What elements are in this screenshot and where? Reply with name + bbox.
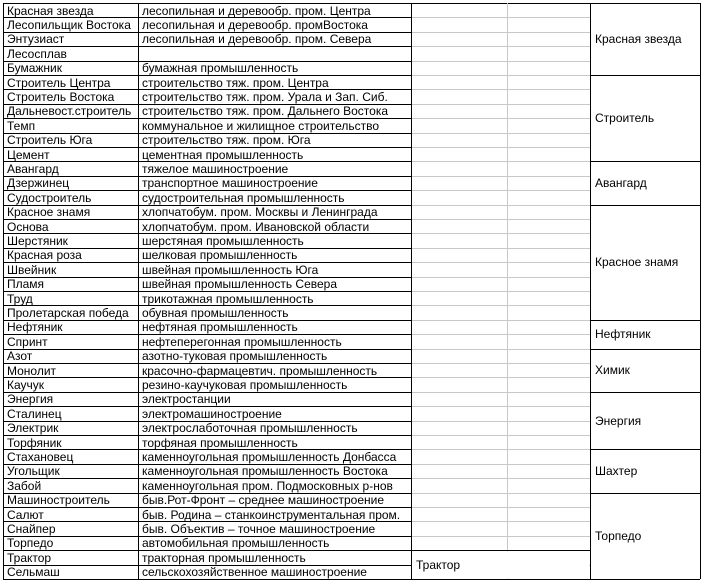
industry-name: хлопчатобум. пром. Ивановской области — [142, 219, 370, 234]
industry-name: электростанции — [142, 392, 231, 407]
society-name: Энтузиаст — [7, 32, 65, 47]
industry-name: каменноугольная промышленность Востока — [142, 464, 388, 479]
industry-name: быв. Родина – станкоинструментальная пром. — [142, 507, 401, 522]
industry-name: шерстяная промышленность — [142, 233, 304, 248]
society-name: Сельмаш — [7, 565, 60, 580]
group-label: Красная звезда — [595, 32, 682, 46]
subgroup-label: Трактор — [416, 557, 461, 572]
society-name: Энергия — [7, 392, 54, 407]
industry-name: цементная промышленность — [142, 147, 304, 162]
society-name: Стахановец — [7, 449, 74, 464]
society-name: Шерстяник — [7, 233, 68, 248]
industry-name: коммунальное и жилищное строительство — [142, 118, 380, 133]
society-name: Торпедо — [7, 536, 54, 551]
society-name: Снайпер — [7, 521, 56, 536]
industry-name: швейная промышленность Севера — [142, 277, 338, 292]
society-name: Авангард — [7, 161, 59, 176]
society-name: Цемент — [7, 147, 50, 162]
industry-name: лесопильная и деревообр. промВостока — [142, 17, 368, 32]
group-label: Шахтер — [595, 464, 638, 478]
society-name: Монолит — [7, 363, 57, 378]
society-name: Торфяник — [7, 435, 62, 450]
group-label: Торпедо — [595, 528, 642, 543]
group-label: Химик — [595, 363, 630, 378]
industry-name: транспортное машиностроение — [142, 176, 318, 191]
industry-name: швейная промышленность Юга — [142, 262, 319, 277]
society-name: Бумажник — [7, 61, 63, 76]
industry-name: тракторная промышленность — [142, 550, 306, 565]
industry-name: электрослаботочная промышленность — [142, 421, 358, 436]
industry-name: строительство тяж. пром. Урала и Зап. Сиб. — [142, 89, 388, 104]
industry-name: азотно-туковая промышленность — [142, 349, 328, 364]
society-name: Забой — [7, 478, 42, 493]
society-name: Лесопильщик Востока — [7, 17, 131, 32]
industry-name: строительство тяж. пром. Юга — [142, 133, 311, 148]
industry-name — [142, 47, 410, 61]
industry-name: сельскохозяйственное машиностроение — [142, 565, 367, 580]
society-name: Спринт — [7, 334, 48, 349]
industry-name: торфяная промышленность — [142, 435, 298, 450]
society-name: Основа — [7, 219, 49, 234]
industry-name: автомобильная промышленность — [142, 536, 330, 551]
society-name: Судостроитель — [7, 190, 92, 205]
industry-name: шелковая промышленность — [142, 248, 298, 263]
society-name: Салют — [7, 507, 44, 522]
society-name: Пламя — [7, 277, 45, 292]
industry-name: судостроительная промышленность — [142, 190, 345, 205]
group-label: Энергия — [595, 413, 642, 428]
industry-name: красочно-фармацевтич. промышленность — [142, 363, 378, 378]
society-name: Машиностроитель — [7, 493, 110, 508]
society-name: Строитель Юга — [7, 133, 93, 148]
industry-name: электромашиностроение — [142, 406, 282, 421]
industry-name: строительство тяж. пром. Центра — [142, 75, 329, 90]
society-name: Трактор — [7, 550, 52, 565]
industry-name: бумажная промышленность — [142, 61, 299, 76]
society-name: Красное знамя — [7, 205, 91, 220]
group-label: Авангард — [595, 176, 647, 190]
society-name: Красная звезда — [7, 3, 94, 18]
society-name: Дзержинец — [7, 176, 70, 191]
society-name: Строитель Центра — [7, 75, 111, 90]
society-name: Угольщик — [7, 464, 60, 479]
society-name: Каучук — [7, 377, 45, 392]
group-label: Красное знамя — [595, 255, 679, 270]
industry-name: каменноугольная пром. Подмосковных р-нов — [142, 478, 393, 493]
industry-name: лесопильная и деревообр. пром. Центра — [142, 3, 371, 18]
industry-name: обувная промышленность — [142, 305, 289, 320]
industry-name: быв.Рот-Фронт – среднее машиностроение — [142, 493, 384, 508]
industry-name: нефтяная промышленность — [142, 320, 298, 335]
group-label: Нефтяник — [595, 327, 651, 342]
group-label: Строитель — [595, 111, 655, 126]
society-name: Строитель Востока — [7, 89, 115, 104]
society-name: Труд — [7, 291, 33, 306]
industry-name: каменноугольная промышленность Донбасса — [142, 449, 397, 464]
industry-name: трикотажная промышленность — [142, 291, 314, 306]
industry-name: тяжелое машиностроение — [142, 161, 289, 176]
society-name: Нефтяник — [7, 320, 63, 335]
society-name: Сталинец — [7, 406, 62, 421]
society-name: Пролетарская победа — [7, 305, 129, 320]
industry-name: резино-каучуковая промышленность — [142, 377, 348, 392]
society-name: Азот — [7, 349, 33, 364]
industry-name: нефтеперегонная промышленность — [142, 334, 342, 349]
society-name: Лесосплав — [7, 46, 67, 61]
industry-name: хлопчатобум. пром. Москвы и Ленинграда — [142, 205, 378, 220]
society-name: Темп — [7, 118, 36, 133]
society-name: Красная роза — [7, 248, 82, 263]
society-name: Дальневост.строитель — [7, 104, 132, 119]
industry-name: быв. Объектив – точное машиностроение — [142, 521, 376, 536]
industry-name: лесопильная и деревообр. пром. Севера — [142, 32, 372, 47]
industry-name: строительство тяж. пром. Дальнего Востока — [142, 104, 389, 119]
society-name: Электрик — [7, 421, 59, 436]
society-name: Швейник — [7, 262, 57, 277]
